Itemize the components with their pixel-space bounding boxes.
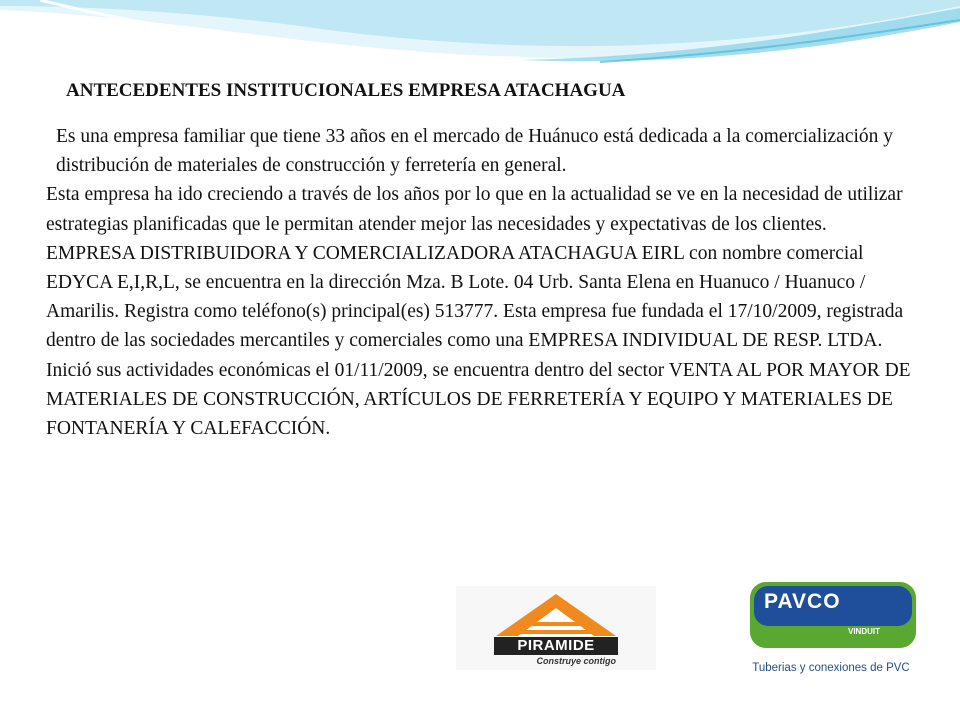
- paragraph-registration: EMPRESA DISTRIBUIDORA Y COMERCIALIZADORA ATACHAGUA EIRL con nombre comercial EDYCA E,I,R,L, se encuentra en la dirección Mza. B Lote. 04 Urb. Santa Elena en Huanuco / Huanuco / Amarilis. Registra como teléfono(s) principal(es) 513777. Esta empresa fue fundada el 17/10/2009, registrada dentro de las sociedades mercantiles y comerciales como una EMPRESA INDIVIDUAL DE RESP. LTDA.: [46, 242, 904, 352]
- pavco-logo: [736, 580, 926, 682]
- piramide-logo-tagline: Construye contigo: [536, 656, 616, 666]
- piramide-logo: [456, 586, 656, 670]
- pavco-logo-name: PAVCO: [764, 590, 841, 613]
- paragraph-company-intro: Es una empresa familiar que tiene 33 años en el mercado de Huánuco está dedicada a la comercialización y distribución de materiales de construcción y ferretería en general.: [56, 126, 894, 177]
- slide-title: ANTECEDENTES INSTITUCIONALES EMPRESA ATACHAGUA: [66, 80, 626, 101]
- piramide-roof-icon: [456, 586, 656, 638]
- pavco-logo-sub: VINDUIT: [848, 627, 880, 636]
- paragraph-growth: Esta empresa ha ido creciendo a través de los años por lo que en la actualidad se ve en la necesidad de utilizar estrategias planificadas que le permitan atender mejor las necesidades y expectativas de los clientes.: [46, 184, 903, 235]
- piramide-logo-name: PIRAMIDE: [494, 637, 618, 655]
- paragraph-activities: Inició sus actividades económicas el 01/11/2009, se encuentra dentro del sector VENTA AL POR MAYOR DE MATERIALES DE CONSTRUCCIÓN, ARTÍCULOS DE FERRETERÍA Y EQUIPO Y MATERIALES DE FONTANERÍA Y CALEFACCIÓN.: [46, 359, 911, 440]
- pavco-logo-tagline: Tuberias y conexiones de PVC: [752, 662, 910, 674]
- slide-body: [46, 122, 926, 443]
